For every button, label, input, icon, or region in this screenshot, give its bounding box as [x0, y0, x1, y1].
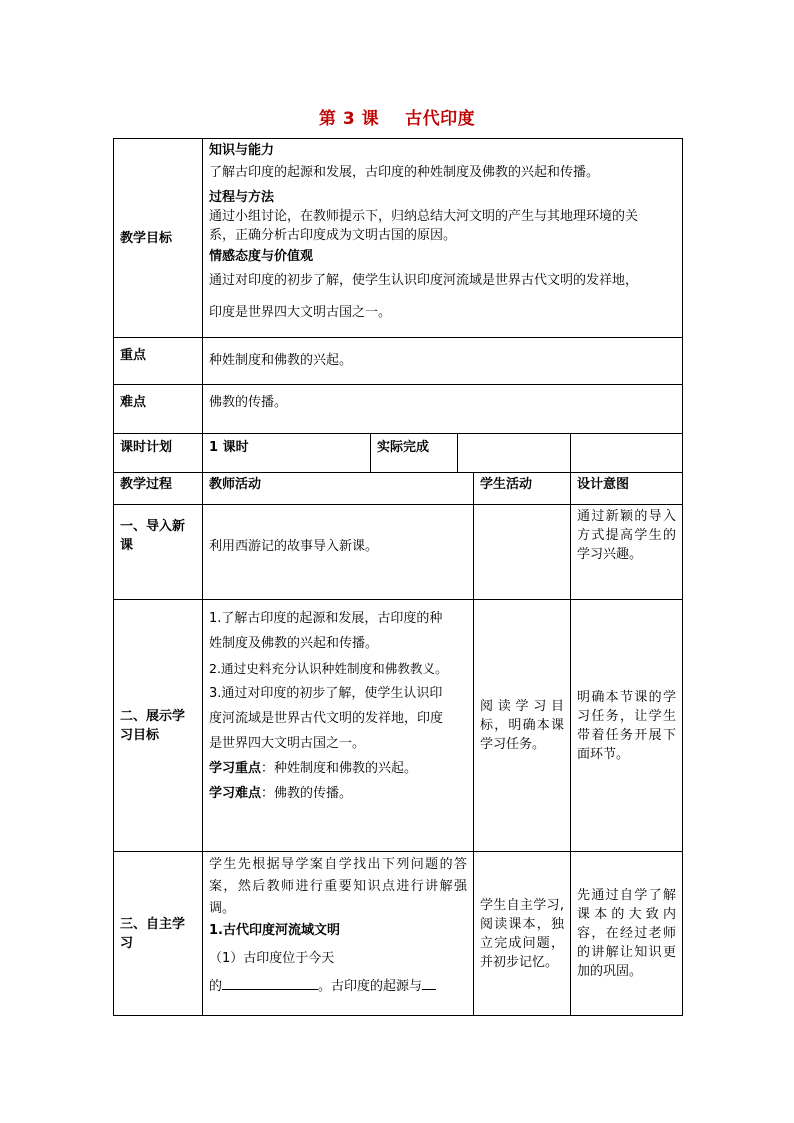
key-point-text: 种姓制度和佛教的兴起。 [203, 338, 683, 385]
goal-3-line1: 3.通过对印度的初步了解，使学生认识印 [209, 686, 443, 701]
lesson-name: 古代印度 [405, 109, 476, 129]
stage-selfstudy-teacher [203, 852, 474, 1016]
hours-label: 课时计划 [114, 434, 203, 473]
study-difficulty [209, 781, 467, 806]
question-2-prefix: 的 [209, 979, 223, 994]
answer-blank-1[interactable] [222, 977, 318, 990]
answer-blank-2[interactable] [422, 977, 436, 990]
objective-attitude-line2: 印度是世界四大文明古国之一。 [209, 305, 392, 320]
objective-heading-process: 过程与方法 [209, 190, 275, 205]
actual-cell [371, 434, 571, 473]
objective-process-line2: 系，正确分析古印度成为文明古国的原因。 [209, 228, 457, 243]
actual-value [458, 434, 570, 472]
goal-3-line3: 是世界四大文明古国之一。 [209, 736, 366, 751]
question-2-suffix: 。古印度的起源与 [318, 979, 423, 994]
lesson-plan-table [113, 138, 683, 1016]
header-teacher: 教师活动 [203, 473, 474, 505]
header-student: 学生活动 [474, 473, 571, 505]
stage-intro-label: 一、导入新课 [114, 505, 203, 600]
lesson-title [0, 104, 794, 129]
goal-1-line2: 姓制度及佛教的兴起和传播。 [209, 636, 379, 651]
goal-1-line1: 1.了解古印度的起源和发展，古印度的种 [209, 611, 443, 626]
difficulty-text: 佛教的传播。 [203, 385, 683, 434]
stage-intro-teacher: 利用西游记的故事导入新课。 [203, 505, 474, 600]
objectives-label: 教学目标 [114, 139, 203, 338]
difficulty-row [114, 385, 683, 434]
objective-attitude-line1: 通过对印度的初步了解，使学生认识印度河流域是世界古代文明的发祥地， [209, 273, 639, 288]
key-point-label: 重点 [114, 338, 203, 385]
stage-objectives-student: 阅读学习目标，明确本课学习任务。 [474, 600, 571, 852]
study-key-label: 学习重点 [209, 761, 262, 776]
selfstudy-heading: 1.古代印度河流域文明 [209, 923, 340, 938]
selfstudy-question-1: （1）古印度位于今天 [209, 951, 335, 966]
objective-knowledge-text: 了解古印度的起源和发展，古印度的种姓制度及佛教的兴起和传播。 [209, 165, 600, 180]
key-point-row [114, 338, 683, 385]
hours-value: 1 课时 [203, 434, 371, 473]
hours-row [114, 434, 683, 473]
objectives-content [203, 139, 683, 338]
stage-intro-intent: 通过新颖的导入方式提高学生的学习兴趣。 [571, 505, 683, 600]
goal-3-line2: 度河流域是世界古代文明的发祥地，印度 [209, 711, 444, 726]
selfstudy-question-2 [209, 976, 467, 998]
stage-row-selfstudy [114, 852, 683, 1016]
stage-objectives-teacher [203, 600, 474, 852]
header-intent: 设计意图 [571, 473, 683, 505]
study-key-text: ：种姓制度和佛教的兴起。 [261, 761, 418, 776]
objectives-row [114, 139, 683, 338]
actual-label: 实际完成 [371, 434, 458, 472]
process-header-row [114, 473, 683, 505]
objective-heading-attitude: 情感态度与价值观 [209, 249, 314, 264]
stage-selfstudy-intent: 先通过自学了解课本的大致内容，在经过老师的讲解让知识更加的巩固。 [571, 852, 683, 1016]
stage-selfstudy-student: 学生自主学习,阅读课本，独立完成问题，并初步记忆。 [474, 852, 571, 1016]
hours-empty [571, 434, 683, 473]
goal-2: 2.通过史料充分认识种姓制度和佛教教义。 [209, 661, 448, 676]
stage-objectives-label: 二、展示学习目标 [114, 600, 203, 852]
study-difficulty-label: 学习难点 [209, 786, 262, 801]
study-key [209, 756, 467, 781]
stage-objectives-intent: 明确本节课的学习任务，让学生带着任务开展下面环节。 [571, 600, 683, 852]
selfstudy-intro: 学生先根据导学案自学找出下列问题的答案，然后教师进行重要知识点进行讲解强调。 [209, 857, 467, 916]
header-process: 教学过程 [114, 473, 203, 505]
stage-intro-student [474, 505, 571, 600]
stage-row-objectives [114, 600, 683, 852]
objective-process-line1: 通过小组讨论，在教师提示下，归纳总结大河文明的产生与其地理环境的关 [209, 209, 639, 224]
objective-heading-knowledge: 知识与能力 [209, 143, 275, 158]
stage-selfstudy-label: 三、自主学习 [114, 852, 203, 1016]
stage-row-intro [114, 505, 683, 600]
difficulty-label: 难点 [114, 385, 203, 434]
lesson-number: 第 3 课 [318, 109, 380, 129]
study-difficulty-text: ：佛教的传播。 [261, 786, 353, 801]
